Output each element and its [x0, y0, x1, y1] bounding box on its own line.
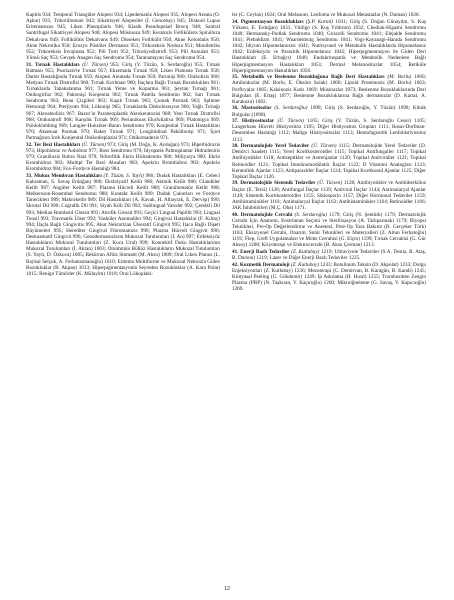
section-author: (Ü. Türsen)	[277, 118, 304, 125]
section-title: 31. Tırnak Hastalıkları	[26, 61, 80, 68]
section-contents: 955; Giriş (Y. Tüzün, S. Serdaroğlu) 955; Tırnak Batması 955; Psoriazis'te Tırnak 957; Ekzemada Tırnak 958; Liken Planusta Tırnak 958; Darier Hastalığında Tırnak 959; Alopesi Areatada Tırnak 959; Paronişi 960; Onikolizis 960; Medyan Tırnak Distrofisi 960; Tırnak Kırılması 960; İlaçlara Bağlı Tırnak Bozuklukları 961; Tırnaklarda Tabakalanma 961; Tırnak Yeme ve Koparma 961; Şeytan Tırnağı 961; Onikogrifoz 962; Pakionişi Konjenita 962; Tırnak Patella Sendromu 962; Sarı Tırnak Sendromu 963; Beau Çizgileri 963; Kaşık Tırnak 963; Çomak Parmak 963; Splinter Hemoraji 964; Pterjiyum 964; Lökonişi 965; Tırnaklarda Diskolorasyon 966; Yağlı Tırnağı 967; Akrosteolizis 967; Bazex'in Paraneoplastik Akrokeratozisi 968; Yeni Tırnak Distrofisi 968; Onikoatrofi 968; Karşılık Tırnak 969; Periunikoas Ekofoliativa 969; Platonişya 969; Psödoklubbing 969; Langier-Hunziker-Baran Sendromu 970; Konjenital Tırnak Hastalıkları 970; Aksesuar Parmak 970; Raket Tırnak 971; Longitüdinal Paküllonişi 971; İçsel Parmağının İcek Konjenital Onikodisplazisi 971; Onikomadezis 971.	[26, 61, 220, 141]
section-author: (M. Borlu)	[387, 74, 412, 81]
section-contents: 1179; Giriş (N. Şentürk) 1179; Dermatolojik Cerrahi İçin Anatomi, Enstrüman Seçimi ve Sterilizasyon (A. Tatlıparmak) 1179; Biyopsi Teknikleri, Pre-Op Değerlendirme ve Anestezi, Post-Op Yara Bakımı (B. Gerçeker Türk) 1183; Eksizyonel Cerrahi, Onarım, Sutür Teknikleri ve Materyalleri (Z. Altun Ferhatoğlu) 1191; Flep, Greft Uygulamaları ve Mohs Cerrahisi (G. Elçin) 1199; Tırnak Cerrahisi (G. Gür Aksoy) 1208; Kriyoterapi ve Elektrocerrahi (B. Aksu Çerman) 1213.	[232, 211, 426, 249]
section-author: (Ü. Türsen)	[82, 61, 108, 68]
section-title: 34. Pigmentasyon Bozuklukları	[232, 18, 304, 25]
toc-entry-39	[232, 180, 426, 211]
section-contents: 1233; Botulinum Toksin (D. Akpolat) 1233; Dolgu Enjeksiyonları (Z. Kutlubay) 1236; Mezoterapi (C. Demirvan, B. Karagün, B. Kandi) 1245; Kimyasal Peeling (G. Gökdemir) 1249; İp Askılama (H. Hızal) 1255; Trombositten Zengin Plazma (PRP) (N. Taşkıran, Y. Kaçıroğlu) 1260; Mikroiğneleme (G. Savaş, Y. Kapıcıoğlu) 1269.	[232, 261, 426, 292]
continued-entry: Kapitis 934; Temporal Triangüler Alopesi 934; Lipedematöz Alopesi 935; Alopesi Areata (Ö. Aşkın) 935; Trikotillomani 943; Sikatrisyel Alopesiler (İ. Gencebay) 945; Diskoid Lupus Eritematozus 945; Liken Planopilaris 946; Klasik Pseudopelad Brocq 948; Santral Santrifugal Sikatrisyel Alopesi 948; Alopesi Müsinoza 949; Keratozis Follikülaris Spinüloza Dekalvans 949; Follikülitis Dekalvans 949; Disseken Follikülit 950; Akne Keloidalis 950; Akne Nekrotika 950; Erozyo Püstüler Dermatoz 951; Trikoreksis Nodoza 951; Moniletriks 952; Trikoreksis İnvajinata 952; Pili Torti 952; Trikotiyodistrofi 953; Pili Annulati 953; Yünsü Saç 953; Gevşek Anagen Saç Sendromu 954; Taranamayan Saç Sendromu 954.	[26, 12, 220, 61]
section-title: 42. Kozmetik Dermatoloji	[232, 261, 290, 268]
left-column	[26, 12, 220, 580]
toc-entry-33	[26, 173, 220, 277]
section-author: (Ü. Türsen)	[311, 143, 337, 150]
section-title: 32. Ter Bezi Hastalıkları	[26, 141, 81, 148]
section-author: (S. Serdaroğlu)	[274, 105, 308, 112]
section-title: 39. Dermatolojide Sistemik Tedaviler	[232, 180, 316, 187]
section-author: (Z. Kutlubay)	[291, 248, 320, 255]
section-contents: 1115; Dermatolojide Yerel Tedaviler (D. Demirci Saadet) 1115; Yerel Kortikosteroidler 1115; Topikal Antifungaller 1117; Topikal Antibiyotikler 1118; Antiseptikler ve Astrenjanlar 1120; Topikal Antiviraller 1121; Topikal Retinoidler 1121; Topikal İmmünomodülatör İlaçlar 1122; D Vitamini Analogları 1123; Keratolitik Ajanlar 1123; Antiparazitler İlaçlar 1124; Topikal Kortikonid Ajanlar 1125; Diğer Topikal İlaçlar 1126.	[232, 143, 426, 180]
toc-entry-42	[232, 262, 426, 293]
section-author: (S. Serdaroğlu)	[294, 211, 328, 218]
section-author: (Ü. Türsen)	[81, 141, 106, 148]
section-contents: 1031; Giriş (S. Doğan Günaydın, S. Kuş Yüksen, E. Erdoğan) 1031; Vitiligo (S. Kuş Yıldırım) 1032; Chediak-Higashi Sendromu 1040; Hermansky-Pudlak Sendromu 1040; Griscelli Sendromu 1041; Elejalde Sendromu 1041; Piebaldizm 1041; Waardenburg Sendromu 1041; Vogt-Kayanagi-Harada Sendromu 1042; İdiyom Hipomelanozisi 1041; Nutrisyonel ve Metabolik Hastalıklarda Hipomelanoz 1042; Enfeksiyöz ve Parazitik Hipomelanoz 1045; Hiperpigmentasyon ile Giden Deri Hastalıkları (E. Erbağcı) 1048; Endokrinopatik ve Metabolik Nedenlere Bağlı Hiperpigmentasyon Hastalıkları 1051; Dermal Melanositozlar 1054; Retiküle Hiperpigmentasyon Hastalıkları 1056.	[232, 18, 426, 74]
section-title: 41. Enerji Bazlı Tedaviler	[232, 248, 290, 255]
section-title: 40. Dermatolojide Cerrahi	[232, 211, 293, 218]
section-author: (Ş.P. Kartal)	[305, 18, 334, 25]
section-title: 37. Histiyositozlar	[232, 118, 275, 125]
toc-entry-31	[26, 62, 220, 142]
section-title: 38. Dermatolojide Yerel Tedaviler	[232, 143, 310, 150]
toc-entry-34	[232, 19, 426, 74]
section-author: (Z. Kutlubay)	[290, 261, 319, 268]
section-title: 33. Mukoz Membran Hastalıkları	[26, 172, 102, 179]
toc-entry-36	[232, 105, 426, 117]
section-contents: 1219; Ultraviyole Tedaviler (S.A. Temiz, R. Ataş, B. Dursun) 1219; Lazer ve Diğer Enerji Bazlı Tedaviler 1225.	[232, 248, 426, 261]
toc-entry-41	[232, 249, 426, 261]
section-contents: 1098; Giriş (S. Serdaroğlu, Y. Tüzün) 1098; Klinik Bulgular (1098).	[232, 105, 426, 118]
continued-entry: ler (C. Ceylan) 1024; Oral Melanom, Lenfoma ve Mukozal Metastazlar (N. Duman) 1028.	[232, 12, 420, 18]
section-title: 36. Mastositozlar	[232, 105, 272, 112]
right-column	[232, 12, 426, 580]
toc-entry-35	[232, 74, 426, 105]
section-contents: 973; Giriş (M. Doğu, K. Aydoğan) 973; Hiperhidrozis 973; Hipohidroz ve Anhidroz 977; Ross Sendromu 979; İdyopatik Palmoplantar Hidradenitis 979; Granülozis Rubra Nazi 979; Nötrofilik Ekrin Hidradenitis 980; Miliyarya 980; Ekrin Kromhidroz 983; Multipl Ter Bezi Absaları 983; Apokrin Bromhidroz 983; Apokrin Kromhidroz 984; Fox-Fordyce Hastalığı 984.	[26, 141, 220, 173]
section-title: 35. Metabolik ve Beslenme Bozukluğuna Bağlı Deri Hastalıkları	[232, 74, 385, 81]
section-contents: 1128; Antibiyotikler ve Antitüberküloz İlaçlar (E. Terzi) 1128; Antifungal İlaçlar 1139; Antiviral İlaçlar 1144; Antimalaryal Ajanlar 1149; Sistemik Kortikosteroidler 1155; Siklosporin 1157; Diğer Hormonal Tedaviler 1159; Antihistaminikler 1161; Antimalaryal İlaçlar 1162; Antihistaminikler 1164; Retinoidler 1166; JAK İnhibitörleri (M.Ç. Oba) 1171.	[232, 180, 426, 211]
toc-entry-38	[232, 143, 426, 180]
section-author: (Ü. Türsen)	[317, 180, 343, 187]
toc-entry-32	[26, 142, 220, 173]
section-author: (Y. Tüzün, S. Yaylı)	[103, 172, 144, 179]
toc-entry-40	[232, 212, 426, 249]
section-contents: 986; Dudak Hastalıkları (E. Cebeci Kahraman, S. Savaş Erdoğan) 986; Eksfolyatif Keilit 986; Aktinik Keilit 986; Glandüler Keilit 987; Angüler Keilit 987; Plazma Hücreli Keilit 988; Granülomatöz Keilit 988; Melkersson-Rosenthal Sendromu 988; Kontakt Keilit 989; Dudak Çukurları ve Fordyce Taneciklerı 989; Makrokeilit 989; Dil Hastalıkları (A. Kavak, H. Albayrak, E. Dervişı) 990; Skrotal Dil 990; Coğrafik Dil 991; Siyah Kıllı Dil 992; Sublingual Varisler 992; Çentikli Dil 993; Median Romboid Glossit 993; Atrofik Glossit 993; Geçici Lingual Papillit 993; Lingual Tonsil 993; Travmatik Ülser 993; Vasküler Anomaliler 994; Gingival Hastalıklar (F. Kılınç) 994; İlaçla Bağlı Gingivitis 995; Akut Nekrotizan Ülseratif Gingivit 995; İlaca Bağlı Dişeti Büyümeleri 995; Herediter Gingival Fibromatozis 996; Plazma Hücreli Gingivit 996; Deskuamatif Gingivit 996; Genodermatozların Mukozal Tutulumları (İ. An) 997; Enfeksiyöz Hastalıkların Mukozal Tutulumları (Z. Koca Ural) 999; Konnektif Doku Hastalıklarının Mukozal Tutulumları (İ. Aktan) 1003; Otoimmün Büllöz Hastalıkların Mukozal Tutulumları (S. Yaylı, D. Özkoca) 1005; Rekürran Aftöz Stomatit (M. Aksu) 1009; Oral Liken Planus (L. Baykal Selçuk, A. Ferhatosmanoğlu) 1010; Eritema Multiforme ve Mukozal Nekrozla Giden Bozukluklar (B. Akpan) 1013; Hiperpigmentasyonla Seyreden Bozukluklar (A. Kara Polat) 1015; Benign Tümörler (K. Mülayim) 1018; Oral Lökoplaki-	[26, 172, 220, 277]
toc-entry-37	[232, 118, 426, 143]
section-contents: 1060; Amiloidozlar (M. Borlu, E. Öksüm Solak) 1060; Lipoid Proteinozis (M. Borlu) 1063; Porfiryalar 1065; Kalsinozis Kutis 1069; Müsinozlar 1073; Beslenme Bozukluklarında Deri Bulguları (E. Ertaş) 1077; Beslenme Bozukluklarına Bağlı dermatozlar (D. Kartal, A. Karakuzu) 1082.	[232, 74, 426, 105]
section-contents: 1105; Giriş (Y. Tüzün, S. Serdaroğlu Cesur) 1105; Langerhans Hücreli Histiyositoz 1105; Diğer Histiyositoz Grupları 1111; Rosai-Dorfman-Destombes Hastalığı 1112; Malign Histiyositozlar 1113; Hemofagositik Lenfohistiyositoz 1113.	[232, 118, 426, 143]
page-number: 12	[223, 586, 231, 592]
